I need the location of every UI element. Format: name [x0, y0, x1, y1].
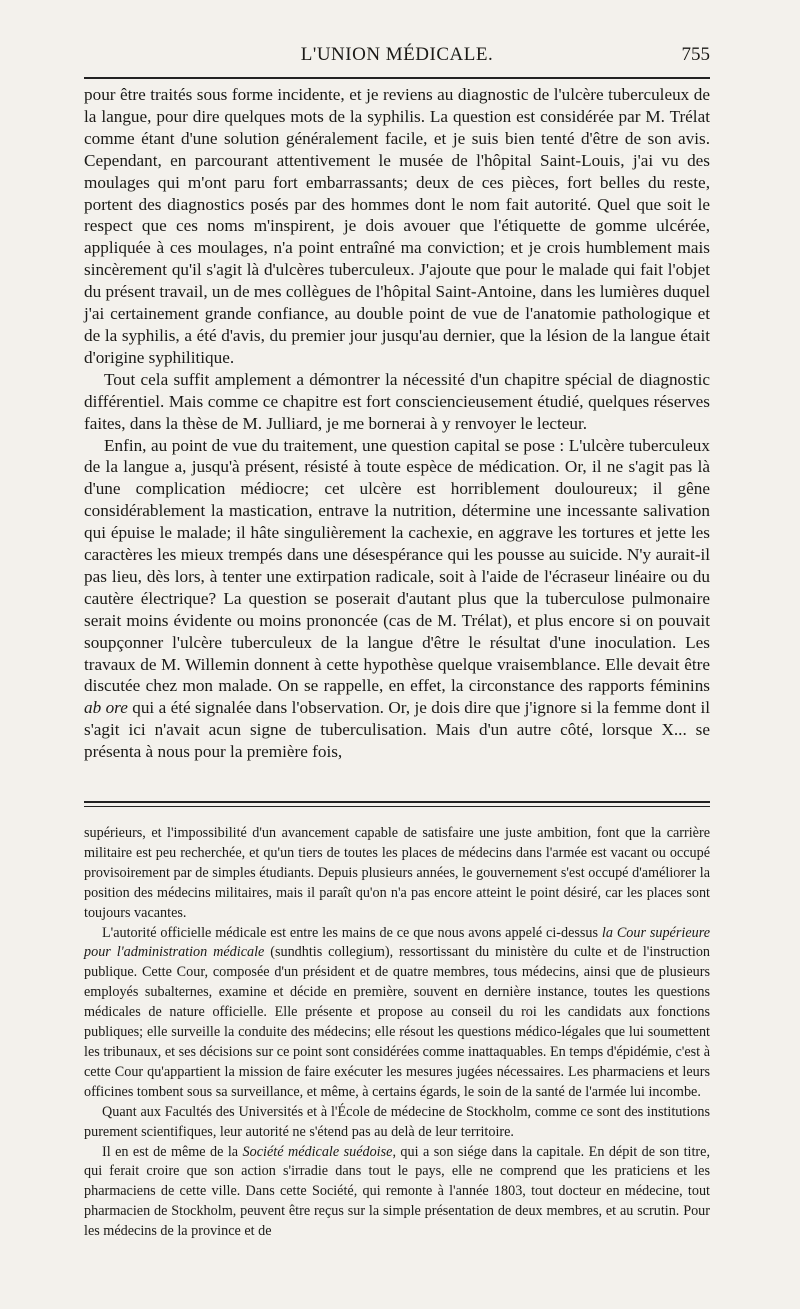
footnote-block	[84, 824, 710, 1242]
main-paragraph-2: Tout cela suffit amplement a démontrer la nécessité d'un chapitre spécial de diagnostic différentiel. Mais comme ce chapitre est fort consciencieusement étudié, quelques réserves faites, dans la thèse de M. Julliard, je me bornerai à y renvoyer le lecteur.	[84, 369, 710, 433]
main-paragraph-3-text-a: Enfin, au point de vue du traitement, une question capital se pose : L'ulcère tuberculeux de la langue a, jusqu'à présent, résisté à toute espèce de médication. Or, il ne s'agit pas là d'une complication médiocre; cet ulcère est horriblement douloureux; il gêne considérablement la mastication, entrave la nutrition, détermine une incessante salivation qui épuise le malade; il hâte singulièrement la cachexie, en aggrave les tortures et jette les caractères les mieux trempés dans une désespérance qui les pousse au suicide. N'y aurait-il pas lieu, dès lors, à tenter une extirpation radicale, soit à l'aide de l'écraseur linéaire ou du cautère électrique? La question se poserait d'autant plus que la tuberculose pulmonaire serait moins évidente ou moins prononcée (cas de M. Trélat), et plus encore si on pouvait soupçonner l'ulcère tuberculeux de la langue d'être le résultat d'une inoculation. Les travaux de M. Willemin donnent à cette hypothèse quelque vraisemblance. Elle devait être discutée chez mon malade. On se rappelle, en effet, la circonstance des rapports féminins	[84, 435, 710, 696]
main-paragraph-3-text-b: qui a été signalée dans l'observation. Or, je dois dire que j'ignore si la femme dont il s'agit ici n'avait acun signe de tuberculisation. Mais d'un autre côté, lorsque X... se présenta à nous pour la première fois,	[84, 698, 710, 762]
footnote-paragraph-2-text-b: (sundhtis collegium), ressortissant du ministère du culte et de l'instruction publique. Cette Cour, composée d'un président et de quatre membres, tous médecins, ainsi que de plusieurs employés subalternes, examine et décide en première, souvent en dernière instance, toutes les questions médicales de nature officielle. Elle présente et propose au conseil du roi les candidats aux fonctions publiques; elle surveille la conduite des médecins; elle résout les questions médico-légales que lui soumettent les tribunaux, et ses décisions sur ce point sont considérées comme inattaquables. En temps d'épidémie, c'est à cette Cour qu'appartient la mission de faire exécuter les mesures jugées nécessaires. Les pharmaciens et leurs officines tombent sous sa surveillance, et même, à certains égards, le soin de la santé de l'armée lui incombe.	[84, 944, 711, 1100]
footnote-paragraph-4-text-a: Il en est de même de la	[102, 1143, 243, 1160]
main-paragraph-3-italic: ab ore	[84, 698, 128, 718]
main-text-block	[84, 84, 710, 763]
footnote-paragraph-2-italic: la Cour supérieure pour l'administration médicale	[84, 924, 711, 961]
header-rule	[84, 77, 710, 79]
page-number: 755	[681, 44, 710, 65]
running-title: L'UNION MÉDICALE.	[300, 44, 494, 65]
main-paragraph-3	[84, 435, 710, 764]
footnote-separator-rule	[84, 801, 710, 807]
page-header	[84, 44, 710, 72]
footnote-paragraph-1: supérieurs, et l'impossibilité d'un avancement capable de satisfaire une juste ambition, font que la carrière militaire est peu recherchée, et qu'un tiers de toutes les places de médecins dans l'armée est vacant ou occupé provisoirement par de simples étudiants. Depuis plusieurs années, le gouvernement s'est occupé d'améliorer la position des médecins militaires, mais il paraît qu'on n'a pas encore atteint le point désiré, car les places sont toujours vacantes.	[84, 825, 710, 921]
footnote-paragraph-2	[84, 924, 710, 1103]
footnote-paragraph-4-italic: Société médicale suédoise	[242, 1143, 393, 1160]
footnote-paragraph-2-text-a: L'autorité officielle médicale est entre les mains de ce que nous avons appelé ci-dessus	[102, 924, 602, 941]
footnote-paragraph-4	[84, 1143, 710, 1243]
main-paragraph-1: pour être traités sous forme incidente, et je reviens au diagnostic de l'ulcère tuberculeux de la langue, pour dire quelques mots de la syphilis. La question est considérée par M. Trélat comme étant d'une solution généralement facile, et je suis bien tenté d'être de son avis. Cependant, en parcourant attentivement le musée de l'hôpital Saint-Louis, j'ai vu des moulages qui m'ont paru fort embarrassants; deux de ces pièces, fort belles du reste, portent des diagnostics posés par des hommes dont le nom fait autorité. Quel que soit le respect que ces noms m'inspirent, je dois avouer que l'étiquette de gomme ulcérée, appliquée à ces moulages, n'a point entraîné ma conviction; et je crois humblement mais sincèrement qu'il s'agit là d'ulcères tuberculeux. J'ajoute que pour le malade qui fait l'objet du présent travail, un de mes collègues de l'hôpital Saint-Antoine, dans les lumières duquel j'ai certainement grande confiance, au double point de vue de l'anatomie pathologique et de la syphilis, a été d'avis, du premier jour jusqu'au dernier, que la lésion de la langue était d'origine syphilitique.	[84, 85, 710, 367]
footnote-paragraph-4-text-b: , qui a son siége dans la capitale. En dépit de son titre, qui ferait croire que son action s'irradie dans tout le pays, elle ne comprend que les praticiens et les pharmaciens de cette ville. Dans cette Société, qui remonte à l'année 1803, tout docteur en médecine, tout pharmacien de Stockholm, peuvent être reçus sur la simple présentation de deux membres, et au scrutin. Pour les médecins de la province et de	[84, 1143, 711, 1240]
footnote-paragraph-3: Quant aux Facultés des Universités et à l'École de médecine de Stockholm, comme ce sont des institutions purement scientifiques, leur autorité ne s'étend pas au delà de leur territoire.	[84, 1103, 710, 1140]
